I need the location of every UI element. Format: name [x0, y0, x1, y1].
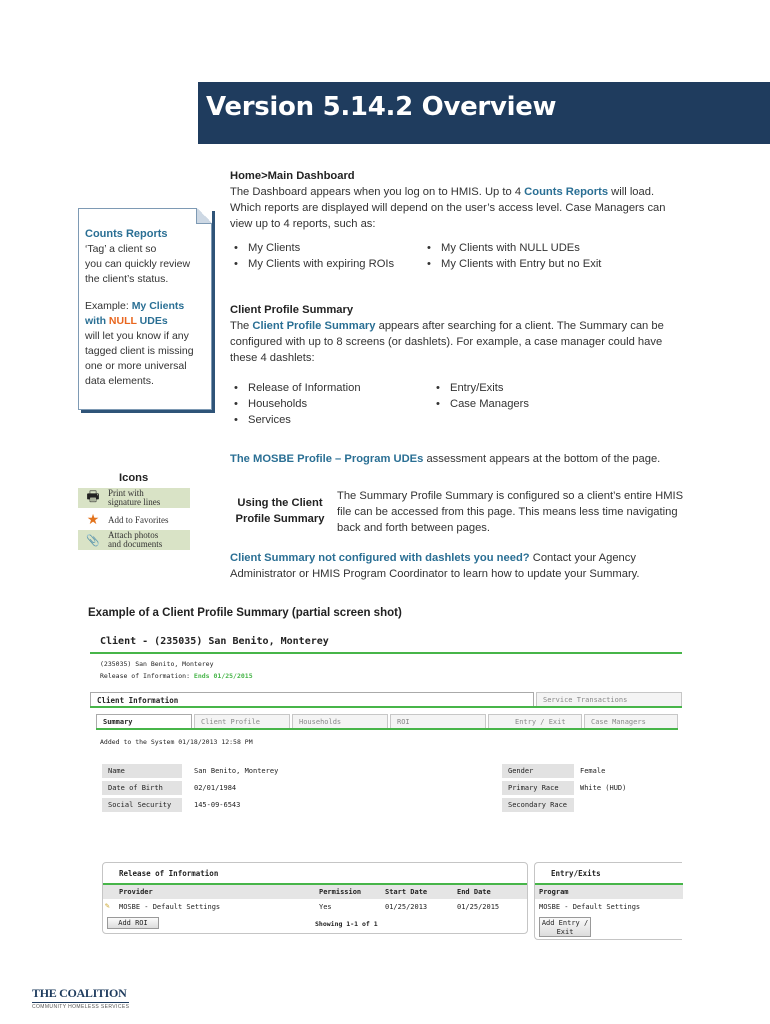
field-value: White (HUD) [580, 784, 627, 792]
list-item: • My Clients with expiring ROIs [230, 256, 420, 272]
main-dashboard-line1: The Dashboard appears when you log on to HMIS. Up to 4 Counts Reports will load. [230, 186, 655, 198]
pencil-icon[interactable]: ✎ [105, 901, 110, 910]
entry-exits-dashlet [534, 862, 682, 940]
coalition-logo: THE COALITION COMMUNITY HOMELESS SERVICES [32, 986, 130, 1010]
field-value: Female [580, 767, 606, 775]
tab-service-transactions[interactable]: Service Transactions [536, 692, 682, 706]
list-item: • Case Managers [432, 396, 632, 412]
list-item: • Entry/Exits [432, 380, 632, 396]
list-item: • My Clients with Entry but no Exit [423, 256, 643, 272]
client-title: Client - (235035) San Benito, Monterey [100, 636, 329, 647]
tab-summary[interactable]: Summary [96, 714, 192, 728]
note-line: you can quickly review [85, 258, 191, 270]
paperclip-icon: 📎 [86, 533, 100, 547]
main-dashboard-heading: Home>Main Dashboard [230, 170, 355, 182]
client-profile-screenshot [90, 630, 682, 944]
client-profile-heading: Client Profile Summary [230, 304, 354, 316]
roi-status: Release of Information: Ends 01/25/2015 [100, 672, 253, 680]
tab-case-managers[interactable]: Case Managers [584, 714, 678, 728]
entry-exits-title: Entry/Exits [551, 869, 601, 878]
roi-dashlet [102, 862, 528, 934]
page-title: Version 5.14.2 Overview [206, 92, 557, 122]
tab-client-information[interactable]: Client Information [90, 692, 534, 706]
note-line: ‘Tag’ a client so [85, 243, 157, 255]
list-item: • My Clients with NULL UDEs [423, 240, 643, 256]
tab-households[interactable]: Households [292, 714, 388, 728]
note-line: the client’s status. [85, 273, 169, 285]
client-profile-line1: The Client Profile Summary appears after searching for a client. The Summary can be [230, 320, 664, 332]
not-configured-note: Client Summary not configured with dashlets you need? Contact your Agency Administrator or HMIS Program Coordinator to learn how to update your Summary. [230, 552, 640, 580]
note-line: tagged client is missing [85, 345, 194, 357]
field-value: 145-09-6543 [194, 801, 241, 809]
field-label: Primary Race [502, 781, 574, 795]
dashlets-list-left [230, 380, 420, 428]
pagination-status: Showing 1-1 of 1 [315, 920, 378, 928]
column-header: Provider [119, 888, 153, 896]
note-line: data elements. [85, 375, 154, 387]
note-example-line2: with NULL UDEs [85, 315, 168, 327]
client-subtitle: (235035) San Benito, Monterey [100, 660, 214, 668]
field-value: 02/01/1984 [194, 784, 237, 792]
column-header: End Date [457, 888, 491, 896]
client-profile-section [230, 302, 700, 366]
list-item: • My Clients [230, 240, 420, 256]
field-label: Secondary Race [502, 798, 574, 812]
entry-exits-header [535, 885, 683, 899]
main-dashboard-line3: view up to 4 reports, such as: [230, 218, 376, 230]
note-line: one or more universal [85, 360, 187, 372]
tab-underline [90, 706, 682, 708]
field-label: Social Security [102, 798, 182, 812]
main-dashboard-line2: Which reports are displayed will depend on the user’s access level. Case Managers can [230, 202, 666, 214]
client-profile-line2: configured with up to 8 screens (or dashlets). For example, a case manager could have [230, 336, 663, 348]
client-profile-line3: these 4 dashlets: [230, 352, 315, 364]
icons-heading: Icons [119, 472, 149, 484]
list-item: • Release of Information [230, 380, 420, 396]
field-label: Gender [502, 764, 574, 778]
star-icon: ★ [86, 512, 100, 528]
column-header: Permission [319, 888, 362, 896]
table-row[interactable]: MOSBE - Default Settings [539, 903, 641, 911]
table-cell: Yes [319, 903, 332, 911]
column-header: Program [539, 888, 569, 896]
tab-entry-exit[interactable]: Entry / Exit [488, 714, 582, 728]
tab-client-profile[interactable]: Client Profile [194, 714, 290, 728]
add-roi-button[interactable]: Add ROI [107, 917, 159, 929]
using-label: Using the Client Profile Summary [235, 497, 325, 525]
table-cell: 01/25/2015 [457, 903, 500, 911]
icon-row-attach: 📎 Attach photos and documents [78, 530, 190, 550]
reports-list-right [423, 240, 643, 272]
example-heading: Example of a Client Profile Summary (partial screen shot) [88, 607, 402, 619]
table-cell: 01/25/2013 [385, 903, 428, 911]
using-text: The Summary Profile Summary is configured so a client’s entire HMIS file can be accessed from this page. This means less time navigating back and forth between pages. [337, 490, 684, 534]
list-item: • Households [230, 396, 420, 412]
field-label: Date of Birth [102, 781, 182, 795]
counts-reports-note [78, 208, 212, 410]
add-entry-exit-button[interactable]: Add Entry / Exit [539, 917, 591, 937]
title-banner [198, 82, 770, 144]
table-cell: MOSBE - Default Settings [119, 903, 221, 911]
mosbe-line: The MOSBE Profile – Program UDEs assessment appears at the bottom of the page. [230, 453, 661, 465]
main-dashboard-section [230, 168, 700, 232]
tab-roi[interactable]: ROI [390, 714, 486, 728]
icon-row-favorite: ★ Add to Favorites [78, 510, 190, 530]
subtab-underline [96, 728, 678, 730]
field-label: Name [102, 764, 182, 778]
icons-panel [78, 488, 190, 560]
note-example-line: Example: My Clients [85, 300, 185, 312]
field-value: San Benito, Monterey [194, 767, 279, 775]
roi-table-header [103, 885, 527, 899]
green-divider [90, 652, 682, 654]
list-item: • Services [230, 412, 420, 428]
note-heading: Counts Reports [85, 228, 168, 240]
dashlets-list-right [432, 380, 632, 412]
icon-row-print: 🖶 Print with signature lines [78, 488, 190, 508]
reports-list-left [230, 240, 420, 272]
column-header: Start Date [385, 888, 428, 896]
added-date: Added to the System 01/18/2013 12:58 PM [100, 738, 253, 746]
roi-dashlet-title: Release of Information [119, 869, 219, 878]
folded-corner [196, 208, 212, 224]
printer-icon: 🖶 [86, 489, 100, 505]
note-line: will let you know if any [85, 330, 189, 342]
